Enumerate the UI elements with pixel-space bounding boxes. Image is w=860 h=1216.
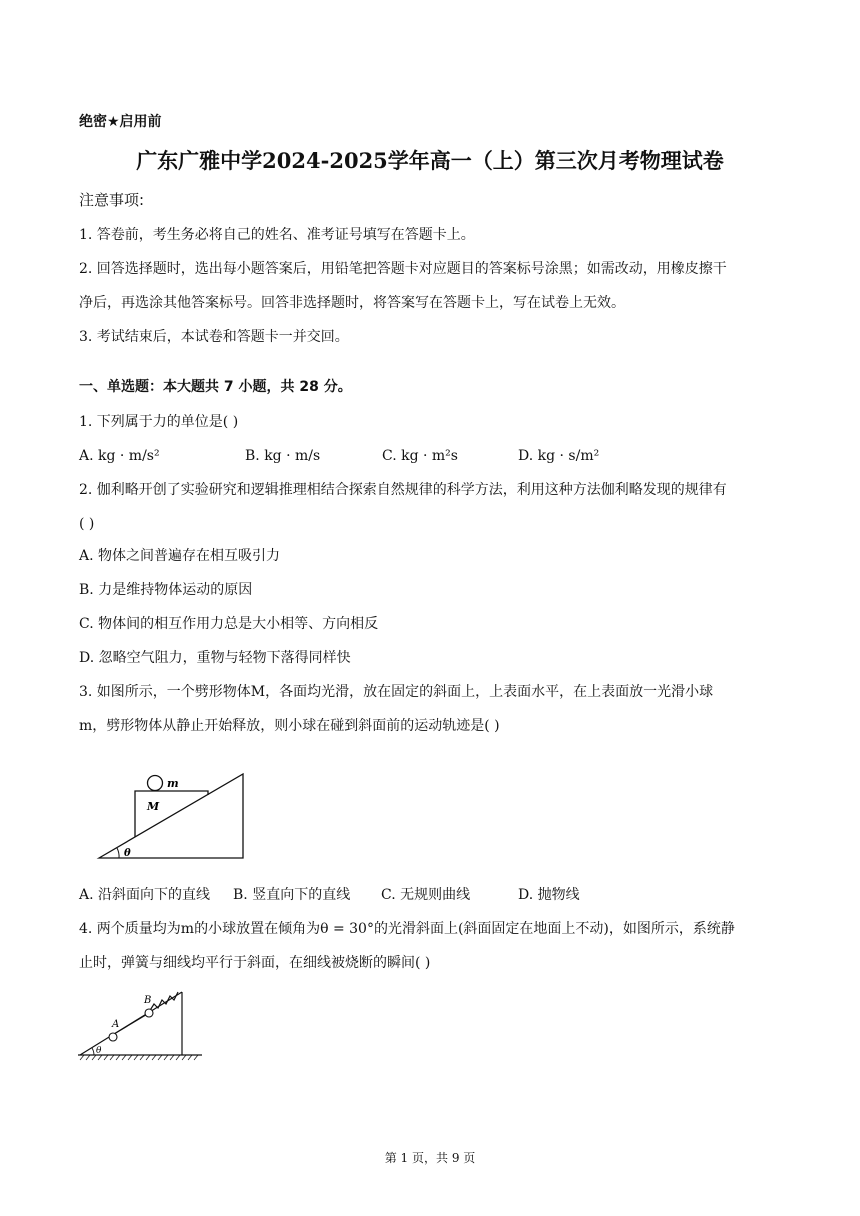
q3-option-c: C. 无规则曲线 bbox=[381, 887, 471, 903]
q1-option-d: D. kg · s/m² bbox=[518, 448, 600, 464]
confidential-label: 绝密★启用前 bbox=[79, 114, 162, 130]
q3-stem: 3. 如图所示，一个劈形物体M，各面均光滑，放在固定的斜面上，上表面水平，在上表面放一光滑小球 bbox=[79, 684, 714, 700]
q3-option-a: A. 沿斜面向下的直线 bbox=[79, 887, 211, 903]
q2-option-c: C. 物体间的相互作用力总是大小相等、方向相反 bbox=[79, 616, 379, 632]
q2-option-a: A. 物体之间普遍存在相互吸引力 bbox=[79, 548, 281, 564]
q2-option-b: B. 力是维持物体运动的原因 bbox=[79, 582, 253, 598]
q3-stem-cont: m，劈形物体从静止开始释放，则小球在碰到斜面前的运动轨迹是( ) bbox=[79, 718, 500, 734]
ball-label: m bbox=[167, 777, 179, 790]
q2-stem: 2. 伽利略开创了实验研究和逻辑推理相结合探索自然规律的科学方法，利用这种方法伽利略发现的规律有 bbox=[79, 482, 727, 498]
q1-option-c: C. kg · m²s bbox=[382, 448, 458, 464]
ball-b-icon bbox=[145, 1009, 153, 1017]
notice-item-1: 1. 答卷前，考生务必将自己的姓名、准考证号填写在答题卡上。 bbox=[79, 227, 475, 243]
notice-heading: 注意事项: bbox=[79, 191, 145, 209]
notice-item-3: 3. 考试结束后，本试卷和答题卡一并交回。 bbox=[79, 329, 349, 345]
ball-a-icon bbox=[109, 1033, 117, 1041]
q4-stem-cont: 止时，弹簧与细线均平行于斜面，在细线被烧断的瞬间( ) bbox=[79, 955, 431, 971]
page-footer: 第 1 页，共 9 页 bbox=[384, 1151, 476, 1165]
angle-arc bbox=[92, 1048, 94, 1055]
notice-item-2: 2. 回答选择题时，选出每小题答案后，用铅笔把答题卡对应题目的答案标号涂黑；如需改动，用橡皮擦干 bbox=[79, 261, 727, 277]
angle-label: θ bbox=[124, 848, 131, 859]
notice-item-2-cont: 净后，再选涂其他答案标号。回答非选择题时，将答案写在答题卡上，写在试卷上无效。 bbox=[79, 295, 625, 311]
q3-wedge-figure bbox=[95, 768, 250, 863]
ball-icon bbox=[148, 776, 163, 791]
q1-option-b: B. kg · m/s bbox=[245, 448, 321, 464]
angle-label: θ bbox=[96, 1046, 102, 1056]
angle-arc bbox=[117, 848, 119, 858]
thread-line bbox=[116, 1015, 146, 1033]
q4-stem: 4. 两个质量均为m的小球放置在倾角为θ = 30°的光滑斜面上(斜面固定在地面上不动)，如图所示，系统静 bbox=[79, 921, 735, 937]
q4-incline-figure bbox=[76, 982, 206, 1064]
q2-stem-cont: ( ) bbox=[79, 516, 95, 532]
block-label: M bbox=[147, 800, 160, 813]
section-heading: 一、单选题：本大题共 7 小题，共 28 分。 bbox=[79, 379, 352, 395]
ball-b-label: B bbox=[144, 995, 152, 1006]
q1-option-a: A. kg · m/s² bbox=[79, 448, 160, 464]
q1-stem: 1. 下列属于力的单位是( ) bbox=[79, 414, 239, 430]
ball-a-label: A bbox=[112, 1019, 120, 1030]
exam-title: 广东广雅中学2024-2025学年高一（上）第三次月考物理试卷 bbox=[136, 148, 724, 173]
q3-option-b: B. 竖直向下的直线 bbox=[233, 887, 351, 903]
q2-option-d: D. 忽略空气阻力，重物与轻物下落得同样快 bbox=[79, 650, 351, 666]
q3-option-d: D. 抛物线 bbox=[518, 887, 580, 903]
